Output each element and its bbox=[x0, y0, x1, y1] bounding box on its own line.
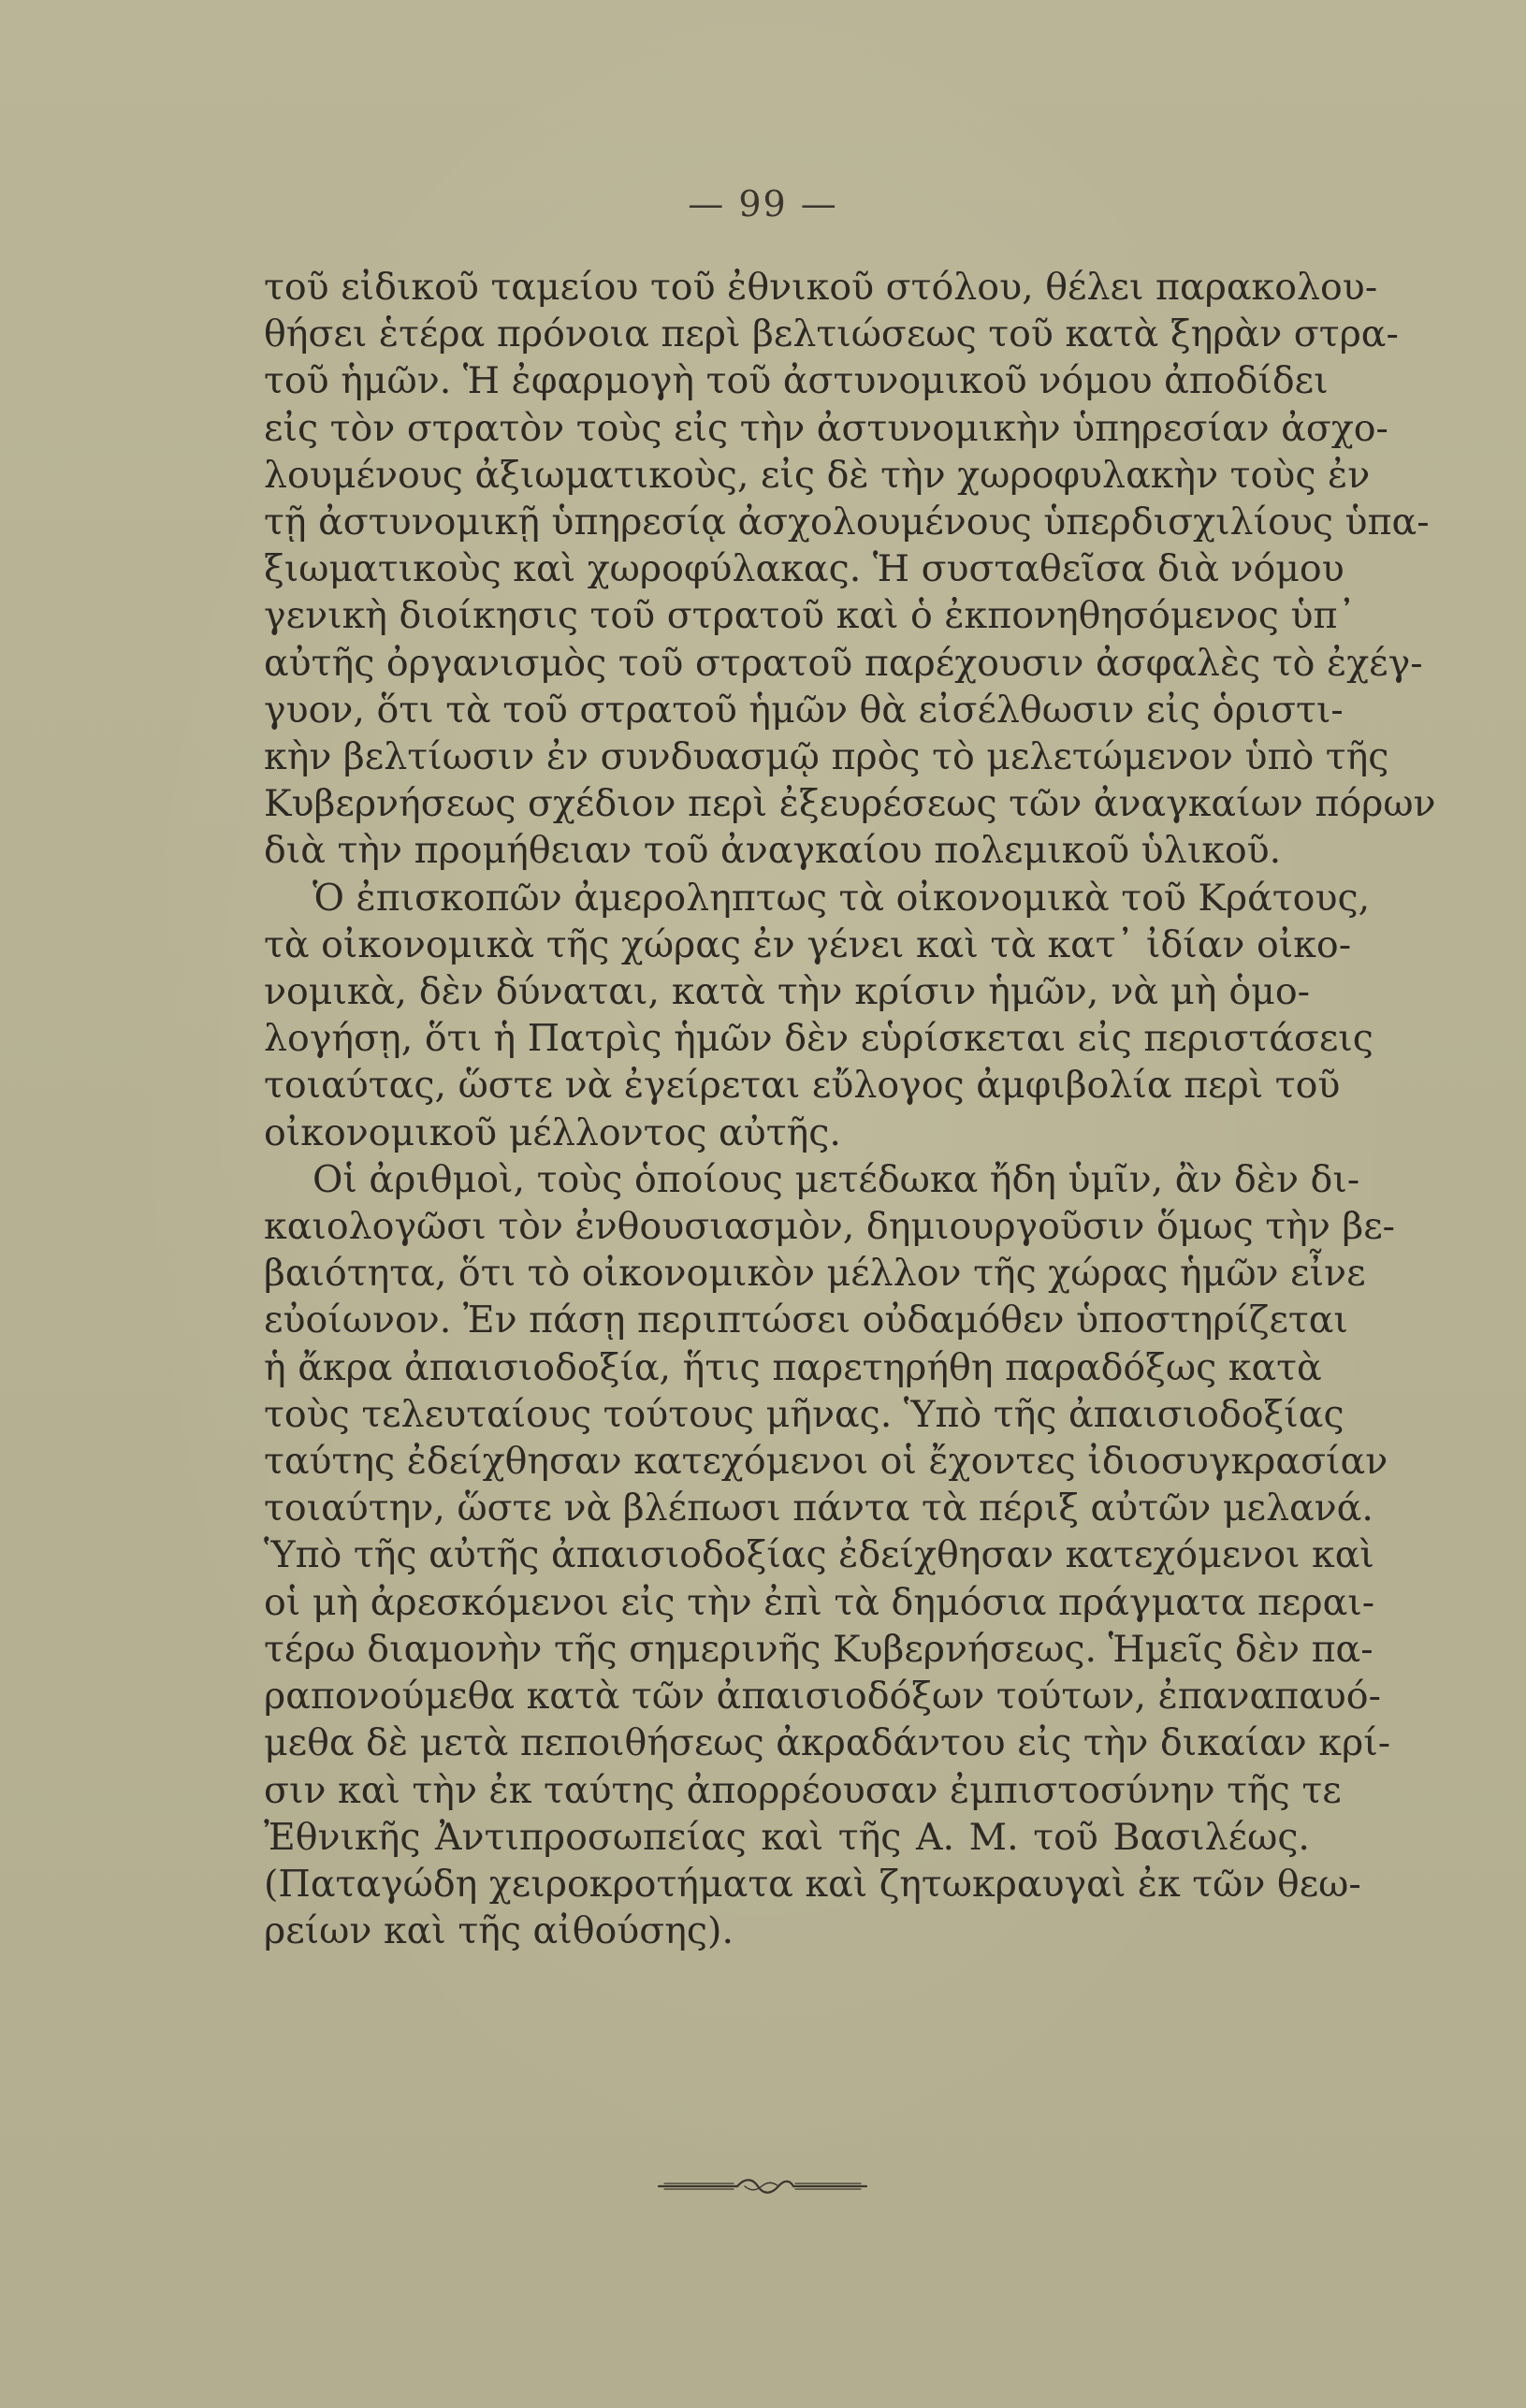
text-line: μεθα δὲ μετὰ πεποιθήσεως ἀκραδάντου εἰς τὴν δικαίαν κρί- bbox=[264, 1721, 1391, 1765]
text-line: τοῦ εἰδικοῦ ταμείου τοῦ ἐθνικοῦ στόλου, θέλει παρακολου- bbox=[264, 266, 1378, 309]
text-line: λουμένους ἀξιωματικοὺς, εἰς δὲ τὴν χωροφυλακὴν τοὺς ἐν bbox=[264, 453, 1371, 497]
text-line: κὴν βελτίωσιν ἐν συνδυασμῷ πρὸς τὸ μελετώμενον ὑπὸ τῆς bbox=[264, 735, 1389, 779]
text-line: (Παταγώδη χειροκροτήματα καὶ ζητωκραυγαὶ ἐκ τῶν θεω- bbox=[264, 1862, 1361, 1906]
text-line: νομικὰ, δὲν δύναται, κατὰ τὴν κρίσιν ἡμῶν, νὰ μὴ ὁμο- bbox=[264, 970, 1310, 1014]
text-line: λογήσῃ, ὅτι ἡ Πατρὶς ἡμῶν δὲν εὑρίσκεται εἰς περιστάσεις bbox=[264, 1017, 1373, 1061]
paragraph-2 bbox=[264, 875, 1373, 1156]
text-line: τοιαύτας, ὥστε νὰ ἐγείρεται εὔλογος ἀμφιβολία περὶ τοῦ bbox=[264, 1064, 1341, 1108]
page-number: — 99 — bbox=[688, 183, 838, 225]
text-line: οἰκονομικοῦ μέλλοντος αὐτῆς. bbox=[264, 1110, 841, 1154]
text-line: ραπονούμεθα κατὰ τῶν ἀπαισιοδόξων τούτων, ἐπαναπαυό- bbox=[264, 1675, 1381, 1719]
text-line: ταύτης ἐδείχθησαν κατεχόμενοι οἱ ἔχοντες ἰδιοσυγκρασίαν bbox=[264, 1440, 1388, 1484]
text-line: ρείων καὶ τῆς αἰθούσης). bbox=[264, 1909, 734, 1953]
text-line: αὐτῆς ὀργανισμὸς τοῦ στρατοῦ παρέχουσιν ἀσφαλὲς τὸ ἐχέγ- bbox=[264, 641, 1423, 685]
decorative-rule-ornament bbox=[655, 2172, 870, 2200]
text-line: θήσει ἑτέρα πρόνοια περὶ βελτιώσεως τοῦ κατὰ ξηρὰν στρα- bbox=[264, 312, 1399, 356]
text-line: εὐοίωνον. Ἐν πάσῃ περιπτώσει οὐδαμόθεν ὑποστηρίζεται bbox=[264, 1298, 1348, 1342]
text-line: τοὺς τελευταίους τούτους μῆνας. Ὑπὸ τῆς ἀπαισιοδοξίας bbox=[264, 1392, 1344, 1436]
text-line: γυον, ὅτι τὰ τοῦ στρατοῦ ἡμῶν θὰ εἰσέλθωσιν εἰς ὁριστι- bbox=[264, 688, 1344, 732]
text-line: Ὁ ἐπισκοπῶν ἀμεροληπτως τὰ οἰκονομικὰ τοῦ Κράτους, bbox=[312, 876, 1371, 920]
text-line: εἰς τὸν στρατὸν τοὺς εἰς τὴν ἀστυνομικὴν ὑπηρεσίαν ἀσχο- bbox=[264, 406, 1388, 450]
text-line: Ὑπὸ τῆς αὐτῆς ἀπαισιοδοξίας ἐδείχθησαν κατεχόμενοι καὶ bbox=[264, 1533, 1374, 1577]
text-line: τέρω διαμονὴν τῆς σημερινῆς Κυβερνήσεως. Ἡμεῖς δὲν πα- bbox=[264, 1627, 1373, 1671]
text-line: Οἱ ἀριθμοὶ, τοὺς ὁποίους μετέδωκα ἤδη ὑμῖν, ἂν δὲν δι- bbox=[312, 1157, 1360, 1201]
text-line: Κυβερνήσεως σχέδιον περὶ ἐξευρέσεως τῶν ἀναγκαίων πόρων bbox=[264, 782, 1436, 826]
paragraph-3 bbox=[264, 1156, 1396, 1954]
text-line: σιν καὶ τὴν ἐκ ταύτης ἀπορρέουσαν ἐμπιστοσύνην τῆς τε bbox=[264, 1768, 1342, 1812]
text-line: τὰ οἰκονομικὰ τῆς χώρας ἐν γένει καὶ τὰ κατ᾽ ἰδίαν οἰκο- bbox=[264, 922, 1352, 966]
text-line: τοῦ ἡμῶν. Ἡ ἐφαρμογὴ τοῦ ἀστυνομικοῦ νόμου ἀποδίδει bbox=[264, 359, 1329, 403]
text-line: οἱ μὴ ἀρεσκόμενοι εἰς τὴν ἐπὶ τὰ δημόσια πράγματα περαι- bbox=[264, 1580, 1375, 1624]
text-line: βαιότητα, ὅτι τὸ οἰκονομικὸν μέλλον τῆς χώρας ἡμῶν εἶνε bbox=[264, 1252, 1366, 1296]
text-line: Ἐθνικῆς Ἀντιπροσωπείας καὶ τῆς Α. Μ. τοῦ Βασιλέως. bbox=[264, 1815, 1310, 1859]
text-line: καιολογῶσι τὸν ἐνθουσιασμὸν, δημιουργοῦσιν ὅμως τὴν βε- bbox=[264, 1205, 1396, 1249]
text-line: τῇ ἀστυνομικῇ ὑπηρεσίᾳ ἀσχολουμένους ὑπερδισχιλίους ὑπα- bbox=[264, 500, 1430, 544]
text-line: ξιωματικοὺς καὶ χωροφύλακας. Ἡ συσταθεῖσα διὰ νόμου bbox=[264, 547, 1344, 591]
text-line: διὰ τὴν προμήθειαν τοῦ ἀναγκαίου πολεμικοῦ ὑλικοῦ. bbox=[264, 829, 1282, 873]
text-line: ἡ ἄκρα ἀπαισιοδοξία, ἥτις παρετηρήθη παραδόξως κατὰ bbox=[264, 1345, 1322, 1389]
paragraph-1 bbox=[264, 264, 1436, 875]
text-line: τοιαύτην, ὥστε νὰ βλέπωσι πάντα τὰ πέριξ αὐτῶν μελανά. bbox=[264, 1487, 1373, 1530]
text-line: γενικὴ διοίκησις τοῦ στρατοῦ καὶ ὁ ἐκπονηθησόμενος ὑπ᾽ bbox=[264, 594, 1357, 638]
body-text bbox=[264, 264, 1436, 1954]
